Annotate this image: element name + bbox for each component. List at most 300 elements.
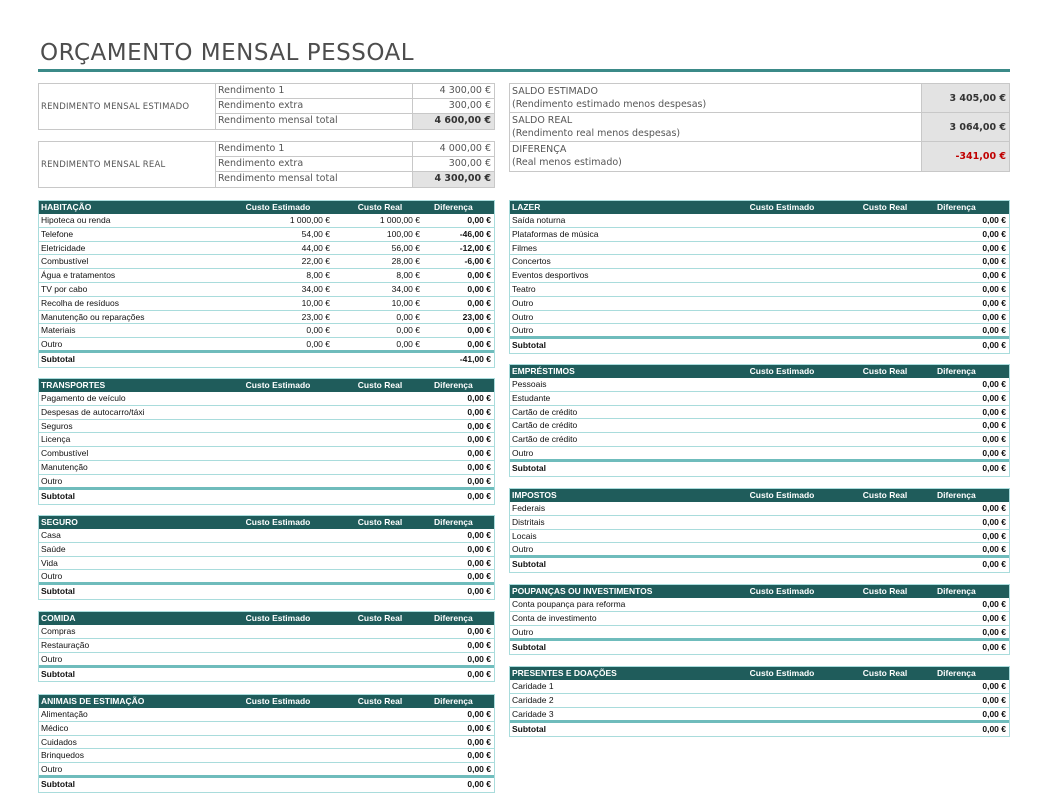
item-name[interactable]: Cartão de crédito (512, 406, 578, 417)
item-name[interactable]: Caridade 1 (512, 681, 554, 691)
estimated-cost-cell[interactable] (226, 475, 336, 487)
table-row (39, 283, 494, 297)
table-row (510, 228, 1009, 242)
subtotal-value: -41,00 € (459, 354, 491, 365)
item-name[interactable]: Casa (41, 530, 61, 540)
difference-cell: 0,00 € (467, 270, 491, 281)
real-cost-cell[interactable] (841, 598, 929, 611)
estimated-cost-cell[interactable] (226, 461, 336, 474)
column-header-estimated: Custo Estimado (245, 696, 311, 706)
difference-cell: 0,00 € (467, 722, 491, 733)
table-header (510, 667, 1009, 680)
table-row (39, 433, 494, 447)
income-row (216, 114, 494, 129)
estimated-cost-cell[interactable] (226, 557, 336, 570)
difference-cell: 0,00 € (467, 530, 491, 540)
real-cost-cell[interactable] (841, 626, 929, 638)
income-row (216, 99, 494, 114)
item-name[interactable]: Brinquedos (41, 750, 85, 761)
subtotal-label: Subtotal (41, 668, 75, 679)
table-row (510, 433, 1009, 447)
estimated-cost-cell[interactable] (226, 625, 336, 638)
table-row (39, 269, 494, 283)
table-row (510, 516, 1009, 530)
table-header (39, 695, 494, 708)
estimated-cost-cell[interactable] (723, 283, 841, 296)
real-cost-cell[interactable] (841, 419, 929, 432)
estimated-cost-cell[interactable] (226, 639, 336, 652)
item-name[interactable]: Caridade 2 (512, 694, 554, 705)
estimated-cost-cell[interactable] (723, 516, 841, 529)
page-title: ORÇAMENTO MENSAL PESSOAL (40, 40, 415, 66)
section-title: IMPOSTOS (512, 490, 557, 500)
item-name[interactable]: Telefone (41, 228, 74, 239)
table-row (39, 297, 494, 311)
estimated-cost-cell[interactable]: 44,00 € (301, 242, 330, 253)
difference-cell: 0,00 € (467, 393, 491, 403)
estimated-cost-cell[interactable] (723, 447, 841, 459)
real-cost-cell[interactable]: 100,00 € (386, 228, 420, 239)
subtotal-row (510, 339, 1009, 353)
real-cost-cell[interactable] (841, 680, 929, 693)
item-name[interactable]: Outro (512, 325, 534, 336)
balance-title: DIFERENÇA (512, 144, 567, 155)
estimated-cost-cell[interactable]: 23,00 € (301, 311, 330, 322)
column-header-real: Custo Real (357, 613, 403, 623)
subtotal-label: Subtotal (41, 354, 75, 365)
estimated-cost-cell[interactable]: 10,00 € (301, 297, 330, 308)
real-cost-cell[interactable] (841, 447, 929, 459)
item-name[interactable]: Outro (41, 571, 63, 582)
item-name[interactable]: Cartão de crédito (512, 420, 578, 431)
difference-cell: 0,00 € (467, 406, 491, 417)
real-cost-cell[interactable] (336, 392, 426, 405)
estimated-cost-cell[interactable] (723, 708, 841, 720)
estimated-cost-cell[interactable] (226, 406, 336, 419)
section-title: TRANSPORTES (41, 380, 106, 390)
estimated-cost-cell[interactable] (723, 311, 841, 324)
subtotal-row (39, 490, 494, 504)
estimated-cost-cell[interactable] (723, 543, 841, 555)
table-row (510, 378, 1009, 392)
item-name[interactable]: Alimentação (41, 709, 88, 719)
table-row (39, 406, 494, 420)
real-cost-cell[interactable]: 10,00 € (391, 297, 420, 308)
subtotal-estimated (226, 668, 336, 682)
real-cost-cell[interactable] (336, 639, 426, 652)
section-title: LAZER (512, 202, 541, 212)
difference-cell: 0,00 € (982, 516, 1006, 527)
real-cost-cell[interactable]: 28,00 € (391, 256, 420, 267)
item-name[interactable]: Vida (41, 557, 58, 568)
table-poupancas (509, 584, 1010, 655)
column-header-real: Custo Real (862, 490, 908, 500)
income-name: Rendimento extra (216, 157, 413, 171)
table-row (510, 680, 1009, 694)
estimated-cost-cell[interactable] (723, 694, 841, 707)
estimated-cost-cell[interactable] (723, 406, 841, 419)
balance-row-real (510, 113, 1009, 142)
real-cost-cell[interactable] (336, 433, 426, 446)
difference-cell: 0,00 € (467, 461, 491, 472)
difference-cell: -12,00 € (459, 242, 491, 253)
item-name[interactable]: Outro (41, 764, 63, 775)
difference-cell: 0,00 € (982, 228, 1006, 239)
table-row (510, 694, 1009, 708)
real-cost-cell[interactable] (336, 543, 426, 556)
item-name[interactable]: Concertos (512, 256, 551, 267)
real-cost-cell[interactable] (841, 694, 929, 707)
income-name: Rendimento mensal total (216, 114, 413, 129)
item-name[interactable]: Pagamento de veículo (41, 393, 126, 403)
income-value[interactable]: 4 300,00 € (439, 85, 491, 96)
table-row (510, 214, 1009, 228)
real-cost-cell[interactable] (841, 378, 929, 391)
balance-row-difference (510, 142, 1009, 171)
subtotal-estimated (226, 778, 336, 792)
real-cost-cell[interactable] (841, 612, 929, 625)
real-cost-cell[interactable] (336, 475, 426, 487)
difference-cell: 0,00 € (982, 708, 1006, 719)
difference-cell: 0,00 € (982, 694, 1006, 705)
section-title: PRESENTES E DOAÇÕES (512, 668, 617, 678)
estimated-cost-cell[interactable] (226, 722, 336, 735)
real-cost-cell[interactable] (841, 297, 929, 310)
estimated-cost-cell[interactable] (723, 297, 841, 310)
column-header-diff: Diferença (434, 696, 473, 706)
table-transportes (38, 378, 495, 505)
real-cost-cell[interactable] (841, 228, 929, 241)
subtotal-real (841, 723, 929, 737)
subtotal-real (841, 558, 929, 572)
item-name[interactable]: Outro (512, 311, 534, 322)
real-cost-cell[interactable] (841, 543, 929, 555)
real-cost-cell[interactable] (841, 324, 929, 336)
real-cost-cell[interactable]: 34,00 € (391, 283, 420, 294)
real-cost-cell[interactable]: 0,00 € (396, 311, 420, 322)
item-name[interactable]: Restauração (41, 639, 90, 650)
item-name[interactable]: Combustível (41, 448, 89, 459)
difference-cell: 0,00 € (467, 297, 491, 308)
item-name[interactable]: Manutenção ou reparações (41, 311, 145, 322)
subtotal-row (39, 778, 494, 792)
real-cost-cell[interactable] (841, 311, 929, 324)
item-name[interactable]: TV por cabo (41, 283, 88, 294)
item-name[interactable]: Locais (512, 530, 537, 541)
real-cost-cell[interactable] (336, 557, 426, 570)
difference-cell: 0,00 € (467, 709, 491, 719)
income-value[interactable]: 300,00 € (448, 100, 491, 111)
estimated-cost-cell[interactable] (226, 529, 336, 542)
item-name[interactable]: Cartão de crédito (512, 434, 578, 445)
difference-cell: 0,00 € (982, 242, 1006, 253)
estimated-cost-cell[interactable]: 54,00 € (301, 228, 330, 239)
estimated-cost-cell[interactable] (226, 653, 336, 665)
estimated-cost-cell[interactable]: 0,00 € (306, 339, 330, 350)
item-name[interactable]: Saúde (41, 543, 66, 554)
real-cost-cell[interactable] (841, 433, 929, 446)
difference-cell: 0,00 € (982, 311, 1006, 322)
table-header (39, 379, 494, 392)
column-header-real: Custo Real (862, 366, 908, 376)
item-name[interactable]: Licença (41, 434, 71, 445)
estimated-cost-cell[interactable] (226, 433, 336, 446)
subtotal-real (336, 353, 426, 367)
table-row (510, 255, 1009, 269)
difference-cell: 0,00 € (982, 379, 1006, 389)
income-name: Rendimento 1 (216, 84, 413, 98)
table-animais (38, 694, 495, 793)
table-row (39, 311, 494, 325)
real-cost-cell[interactable] (336, 570, 426, 582)
item-name[interactable]: Distritais (512, 516, 545, 527)
item-name[interactable]: Recolha de resíduos (41, 297, 119, 308)
subtotal-estimated (723, 723, 841, 737)
real-cost-cell[interactable] (841, 283, 929, 296)
estimated-cost-cell[interactable] (723, 626, 841, 638)
real-cost-cell[interactable] (841, 242, 929, 255)
item-name[interactable]: Combustível (41, 256, 89, 267)
balance-desc: (Rendimento estimado menos despesas) (512, 99, 707, 110)
item-name[interactable]: Eletricidade (41, 242, 86, 253)
real-cost-cell[interactable] (336, 529, 426, 542)
estimated-cost-cell[interactable] (226, 392, 336, 405)
estimated-cost-cell[interactable] (723, 530, 841, 543)
difference-cell: 0,00 € (982, 530, 1006, 541)
real-cost-cell[interactable] (336, 736, 426, 749)
difference-cell: 0,00 € (982, 215, 1006, 225)
column-header-diff: Diferença (937, 490, 976, 500)
estimated-cost-cell[interactable] (723, 242, 841, 255)
real-cost-cell[interactable] (336, 461, 426, 474)
table-row (39, 461, 494, 475)
item-name[interactable]: Outro (512, 544, 534, 555)
subtotal-row (39, 353, 494, 367)
subtotal-label: Subtotal (41, 586, 75, 597)
item-name[interactable]: Outro (512, 626, 534, 637)
table-lazer (509, 200, 1010, 354)
real-cost-cell[interactable] (841, 255, 929, 268)
item-name[interactable]: Outro (41, 475, 63, 486)
real-cost-cell[interactable]: 0,00 € (396, 325, 420, 336)
table-row (39, 639, 494, 653)
item-name[interactable]: Outro (41, 653, 63, 664)
estimated-cost-cell[interactable] (723, 433, 841, 446)
item-name[interactable]: Materiais (41, 325, 76, 336)
column-header-real: Custo Real (862, 668, 908, 678)
subtotal-row (510, 641, 1009, 655)
estimated-cost-cell[interactable] (723, 214, 841, 227)
income-real-block (38, 141, 495, 188)
real-cost-cell[interactable] (336, 722, 426, 735)
difference-cell: 0,00 € (982, 681, 1006, 691)
column-header-diff: Diferença (434, 613, 473, 623)
estimated-cost-cell[interactable] (226, 749, 336, 762)
real-cost-cell[interactable] (841, 516, 929, 529)
table-row (510, 406, 1009, 420)
item-name[interactable]: Pessoais (512, 379, 547, 389)
estimated-cost-cell[interactable] (723, 378, 841, 391)
balance-block (509, 83, 1010, 172)
subtotal-value: 0,00 € (467, 586, 491, 597)
item-name[interactable]: Caridade 3 (512, 708, 554, 719)
real-cost-cell[interactable] (841, 502, 929, 515)
real-cost-cell[interactable]: 1 000,00 € (379, 215, 420, 225)
real-cost-cell[interactable] (841, 406, 929, 419)
estimated-cost-cell[interactable] (723, 392, 841, 405)
item-name[interactable]: Cuidados (41, 736, 77, 747)
difference-cell: 0,00 € (467, 736, 491, 747)
real-cost-cell[interactable] (841, 214, 929, 227)
estimated-cost-cell[interactable]: 22,00 € (301, 256, 330, 267)
real-cost-cell[interactable] (841, 708, 929, 720)
real-cost-cell[interactable] (841, 392, 929, 405)
table-row (39, 242, 494, 256)
item-name[interactable]: Federais (512, 503, 546, 513)
estimated-cost-cell[interactable] (723, 419, 841, 432)
balance-value: 3 405,00 € (922, 84, 1009, 112)
difference-cell: -6,00 € (464, 256, 491, 267)
difference-cell: 0,00 € (467, 339, 491, 350)
subtotal-value: 0,00 € (982, 641, 1006, 652)
estimated-cost-cell[interactable] (226, 420, 336, 433)
balance-desc: (Rendimento real menos despesas) (512, 128, 681, 139)
column-header-diff: Diferença (937, 202, 976, 212)
difference-cell: 0,00 € (467, 283, 491, 294)
income-row (216, 172, 494, 187)
estimated-cost-cell[interactable]: 34,00 € (301, 283, 330, 294)
item-name[interactable]: Estudante (512, 392, 551, 403)
difference-cell: 0,00 € (982, 447, 1006, 458)
column-header-diff: Diferença (434, 517, 473, 527)
real-cost-cell[interactable] (336, 447, 426, 460)
item-name[interactable]: Outro (41, 339, 63, 350)
difference-cell: 0,00 € (982, 406, 1006, 417)
item-name[interactable]: Compras (41, 626, 76, 636)
subtotal-estimated (723, 558, 841, 572)
table-row (510, 598, 1009, 612)
real-cost-cell[interactable] (841, 269, 929, 282)
estimated-cost-cell[interactable] (226, 543, 336, 556)
difference-cell: 0,00 € (467, 420, 491, 431)
table-row (39, 420, 494, 434)
item-name[interactable]: Filmes (512, 242, 538, 253)
item-name[interactable]: Saída noturna (512, 215, 566, 225)
real-cost-cell[interactable]: 8,00 € (396, 270, 420, 281)
income-name: Rendimento extra (216, 99, 413, 113)
income-name: Rendimento mensal total (216, 172, 413, 187)
real-cost-cell[interactable] (841, 530, 929, 543)
estimated-cost-cell[interactable]: 8,00 € (306, 270, 330, 281)
estimated-cost-cell[interactable]: 0,00 € (306, 325, 330, 336)
estimated-cost-cell[interactable] (226, 736, 336, 749)
column-header-diff: Diferença (937, 586, 976, 596)
item-name[interactable]: Eventos desportivos (512, 270, 589, 281)
difference-cell: 0,00 € (982, 626, 1006, 637)
estimated-cost-cell[interactable] (723, 228, 841, 241)
item-name[interactable]: Hipoteca ou renda (41, 215, 111, 225)
difference-cell: 0,00 € (982, 544, 1006, 555)
item-name[interactable]: Manutenção (41, 461, 88, 472)
estimated-cost-cell[interactable] (723, 269, 841, 282)
estimated-cost-cell[interactable] (723, 680, 841, 693)
subtotal-row (510, 462, 1009, 476)
subtotal-real (841, 339, 929, 353)
income-row (216, 84, 494, 99)
income-value[interactable]: 4 000,00 € (439, 143, 491, 154)
item-name[interactable]: Conta de investimento (512, 612, 597, 623)
table-row (510, 502, 1009, 516)
table-header (510, 489, 1009, 502)
estimated-cost-cell[interactable] (226, 763, 336, 775)
estimated-cost-cell[interactable] (723, 324, 841, 336)
item-name[interactable]: Médico (41, 722, 69, 733)
real-cost-cell[interactable] (336, 708, 426, 721)
estimated-cost-cell[interactable] (226, 570, 336, 582)
estimated-cost-cell[interactable] (723, 255, 841, 268)
section-title: HABITAÇÃO (41, 202, 92, 212)
real-cost-cell[interactable] (336, 749, 426, 762)
difference-cell: 0,00 € (467, 764, 491, 775)
subtotal-real (336, 668, 426, 682)
table-row (510, 419, 1009, 433)
table-emprestimos (509, 364, 1010, 477)
subtotal-estimated (723, 462, 841, 476)
real-cost-cell[interactable]: 0,00 € (396, 339, 420, 350)
table-row (39, 228, 494, 242)
column-header-estimated: Custo Estimado (749, 668, 815, 678)
column-header-estimated: Custo Estimado (749, 490, 815, 500)
real-cost-cell[interactable] (336, 420, 426, 433)
table-row (510, 297, 1009, 311)
table-impostos (509, 488, 1010, 573)
subtotal-real (336, 585, 426, 599)
estimated-cost-cell[interactable] (226, 447, 336, 460)
difference-cell: 0,00 € (467, 434, 491, 445)
subtotal-estimated (226, 585, 336, 599)
item-name[interactable]: Despesas de autocarro/táxi (41, 406, 145, 417)
income-row (216, 157, 494, 172)
item-name[interactable]: Seguros (41, 420, 73, 431)
item-name[interactable]: Plataformas de música (512, 228, 599, 239)
subtotal-value: 0,00 € (982, 723, 1006, 734)
table-row (510, 392, 1009, 406)
real-cost-cell[interactable]: 56,00 € (391, 242, 420, 253)
estimated-cost-cell[interactable] (723, 598, 841, 611)
real-cost-cell[interactable] (336, 763, 426, 775)
column-header-real: Custo Real (357, 202, 403, 212)
column-header-estimated: Custo Estimado (245, 380, 311, 390)
real-cost-cell[interactable] (336, 625, 426, 638)
item-name[interactable]: Outro (512, 297, 534, 308)
real-cost-cell[interactable] (336, 406, 426, 419)
estimated-cost-cell[interactable] (723, 502, 841, 515)
income-real-label: RENDIMENTO MENSAL REAL (39, 142, 216, 187)
item-name[interactable]: Água e tratamentos (41, 270, 116, 281)
estimated-cost-cell[interactable]: 1 000,00 € (289, 215, 330, 225)
estimated-cost-cell[interactable] (723, 612, 841, 625)
estimated-cost-cell[interactable] (226, 708, 336, 721)
item-name[interactable]: Teatro (512, 283, 536, 294)
subtotal-value: 0,00 € (982, 559, 1006, 570)
subtotal-label: Subtotal (512, 723, 546, 734)
item-name[interactable]: Conta poupança para reforma (512, 599, 626, 609)
subtotal-label: Subtotal (512, 340, 546, 351)
item-name[interactable]: Outro (512, 447, 534, 458)
real-cost-cell[interactable] (336, 653, 426, 665)
income-value[interactable]: 300,00 € (448, 158, 491, 169)
income-total-value: 4 300,00 € (413, 172, 494, 187)
